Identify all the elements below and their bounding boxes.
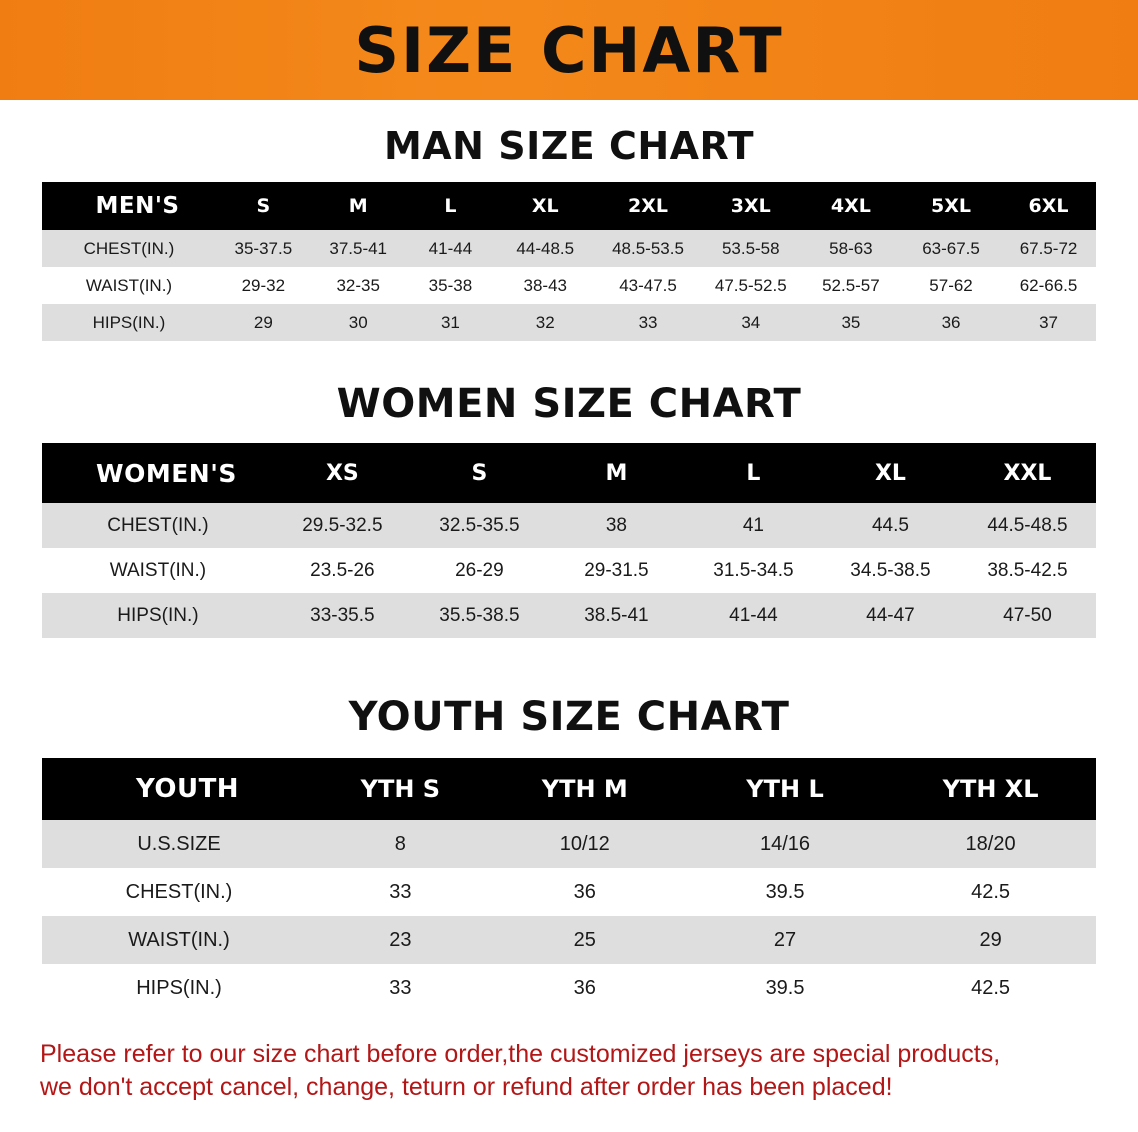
- banner: [0, 0, 1138, 100]
- women-cell-2-4: 44-47: [822, 593, 959, 638]
- youth-row-label-2: WAIST(IN.): [42, 916, 316, 964]
- youth-cell-0-2: 14/16: [685, 820, 885, 868]
- women-table-wrapper: [42, 443, 1096, 638]
- banner-title: SIZE CHART: [354, 14, 784, 87]
- man-cell-1-3: 38-43: [495, 267, 595, 304]
- man-row-label-0: CHEST(IN.): [42, 230, 216, 267]
- man-cell-0-8: 67.5-72: [1001, 230, 1096, 267]
- youth-cell-2-1: 25: [485, 916, 685, 964]
- man-cell-1-0: 29-32: [216, 267, 311, 304]
- women-cell-0-2: 38: [548, 503, 685, 548]
- man-cell-0-6: 58-63: [801, 230, 901, 267]
- man-row-label-2: HIPS(IN.): [42, 304, 216, 341]
- youth-cell-0-0: 8: [316, 820, 485, 868]
- man-cell-2-6: 35: [801, 304, 901, 341]
- women-size-table: [42, 443, 1096, 638]
- table-row: [42, 820, 1096, 868]
- women-cell-0-1: 32.5-35.5: [411, 503, 548, 548]
- man-cell-1-5: 47.5-52.5: [701, 267, 801, 304]
- table-row: [42, 593, 1096, 638]
- man-header-cell-4: XL: [531, 195, 559, 217]
- youth-row-label-0: U.S.SIZE: [42, 820, 316, 868]
- women-row-label-1: WAIST(IN.): [42, 548, 274, 593]
- women-cell-1-4: 34.5-38.5: [822, 548, 959, 593]
- table-row: [42, 964, 1096, 1012]
- youth-header-cell-2: YTH M: [541, 775, 628, 803]
- women-cell-2-1: 35.5-38.5: [411, 593, 548, 638]
- man-cell-0-3: 44-48.5: [495, 230, 595, 267]
- man-table-wrapper: [42, 182, 1096, 341]
- women-cell-1-3: 31.5-34.5: [685, 548, 822, 593]
- youth-cell-1-2: 39.5: [685, 868, 885, 916]
- women-section-heading: WOMEN SIZE CHART: [336, 381, 802, 427]
- women-header-cell-1: XS: [325, 460, 359, 486]
- women-cell-2-5: 47-50: [959, 593, 1096, 638]
- man-cell-0-4: 48.5-53.5: [595, 230, 700, 267]
- man-cell-0-1: 37.5-41: [311, 230, 406, 267]
- man-header-cell-5: 2XL: [628, 195, 669, 217]
- youth-cell-1-1: 36: [485, 868, 685, 916]
- youth-cell-2-2: 27: [685, 916, 885, 964]
- man-cell-1-8: 62-66.5: [1001, 267, 1096, 304]
- women-cell-0-4: 44.5: [822, 503, 959, 548]
- man-cell-2-4: 33: [595, 304, 700, 341]
- youth-cell-3-1: 36: [485, 964, 685, 1012]
- youth-table-wrapper: [42, 758, 1096, 1012]
- youth-cell-2-0: 23: [316, 916, 485, 964]
- youth-size-table: [42, 758, 1096, 1012]
- youth-cell-3-0: 33: [316, 964, 485, 1012]
- man-header-cell-6: 3XL: [730, 195, 771, 217]
- man-cell-2-8: 37: [1001, 304, 1096, 341]
- disclaimer-line-1: Please refer to our size chart before order,the customized jerseys are special products,: [40, 1040, 1001, 1068]
- man-cell-1-6: 52.5-57: [801, 267, 901, 304]
- women-cell-0-5: 44.5-48.5: [959, 503, 1096, 548]
- youth-section-heading: YOUTH SIZE CHART: [348, 694, 790, 740]
- youth-header-cell-4: YTH XL: [942, 775, 1039, 803]
- man-cell-1-7: 57-62: [901, 267, 1001, 304]
- man-header-cell-3: L: [444, 195, 457, 217]
- table-row: [42, 503, 1096, 548]
- table-row: [42, 548, 1096, 593]
- man-cell-0-7: 63-67.5: [901, 230, 1001, 267]
- man-cell-2-7: 36: [901, 304, 1001, 341]
- man-size-table: [42, 182, 1096, 341]
- women-row-label-0: CHEST(IN.): [42, 503, 274, 548]
- women-cell-1-2: 29-31.5: [548, 548, 685, 593]
- women-header-cell-6: XXL: [1003, 460, 1052, 486]
- women-cell-2-3: 41-44: [685, 593, 822, 638]
- table-row: [42, 267, 1096, 304]
- women-header-cell-5: XL: [874, 460, 906, 486]
- man-cell-2-0: 29: [216, 304, 311, 341]
- youth-cell-2-3: 29: [885, 916, 1096, 964]
- youth-row-label-1: CHEST(IN.): [42, 868, 316, 916]
- man-cell-1-2: 35-38: [406, 267, 496, 304]
- table-row: [42, 304, 1096, 341]
- women-cell-0-3: 41: [685, 503, 822, 548]
- disclaimer-line-2: we don't accept cancel, change, teturn or refund after order has been placed!: [40, 1073, 893, 1101]
- man-cell-0-0: 35-37.5: [216, 230, 311, 267]
- youth-row-label-3: HIPS(IN.): [42, 964, 316, 1012]
- table-row: [42, 916, 1096, 964]
- women-header-cell-0: WOMEN'S: [96, 458, 237, 488]
- youth-header-cell-1: YTH S: [360, 775, 441, 803]
- man-cell-2-3: 32: [495, 304, 595, 341]
- man-header-cell-8: 5XL: [931, 195, 972, 217]
- man-cell-0-2: 41-44: [406, 230, 496, 267]
- man-header-cell-1: S: [256, 195, 271, 217]
- man-cell-2-1: 30: [311, 304, 406, 341]
- women-cell-0-0: 29.5-32.5: [274, 503, 411, 548]
- youth-cell-0-1: 10/12: [485, 820, 685, 868]
- youth-table-header-row: [42, 758, 1096, 820]
- youth-cell-3-3: 42.5: [885, 964, 1096, 1012]
- women-row-label-2: HIPS(IN.): [42, 593, 274, 638]
- youth-cell-1-0: 33: [316, 868, 485, 916]
- youth-header-cell-0: YOUTH: [135, 774, 240, 804]
- man-header-cell-2: M: [348, 195, 368, 217]
- disclaimer-note: [40, 1038, 1102, 1104]
- women-cell-1-1: 26-29: [411, 548, 548, 593]
- women-header-cell-2: S: [471, 460, 488, 486]
- man-header-cell-9: 6XL: [1028, 195, 1069, 217]
- women-cell-1-5: 38.5-42.5: [959, 548, 1096, 593]
- women-header-cell-4: L: [746, 460, 761, 486]
- man-header-cell-0: MEN'S: [95, 193, 180, 219]
- women-table-header-row: [42, 443, 1096, 503]
- women-cell-2-2: 38.5-41: [548, 593, 685, 638]
- man-cell-2-2: 31: [406, 304, 496, 341]
- table-row: [42, 230, 1096, 267]
- youth-cell-3-2: 39.5: [685, 964, 885, 1012]
- man-cell-1-1: 32-35: [311, 267, 406, 304]
- man-table-header-row: [42, 182, 1096, 230]
- youth-cell-1-3: 42.5: [885, 868, 1096, 916]
- women-cell-2-0: 33-35.5: [274, 593, 411, 638]
- man-header-cell-7: 4XL: [830, 195, 871, 217]
- man-section-heading: MAN SIZE CHART: [383, 124, 755, 168]
- man-cell-1-4: 43-47.5: [595, 267, 700, 304]
- youth-cell-0-3: 18/20: [885, 820, 1096, 868]
- women-header-cell-3: M: [605, 460, 628, 486]
- women-cell-1-0: 23.5-26: [274, 548, 411, 593]
- man-cell-0-5: 53.5-58: [701, 230, 801, 267]
- man-cell-2-5: 34: [701, 304, 801, 341]
- table-row: [42, 868, 1096, 916]
- youth-header-cell-3: YTH L: [746, 775, 824, 803]
- man-row-label-1: WAIST(IN.): [42, 267, 216, 304]
